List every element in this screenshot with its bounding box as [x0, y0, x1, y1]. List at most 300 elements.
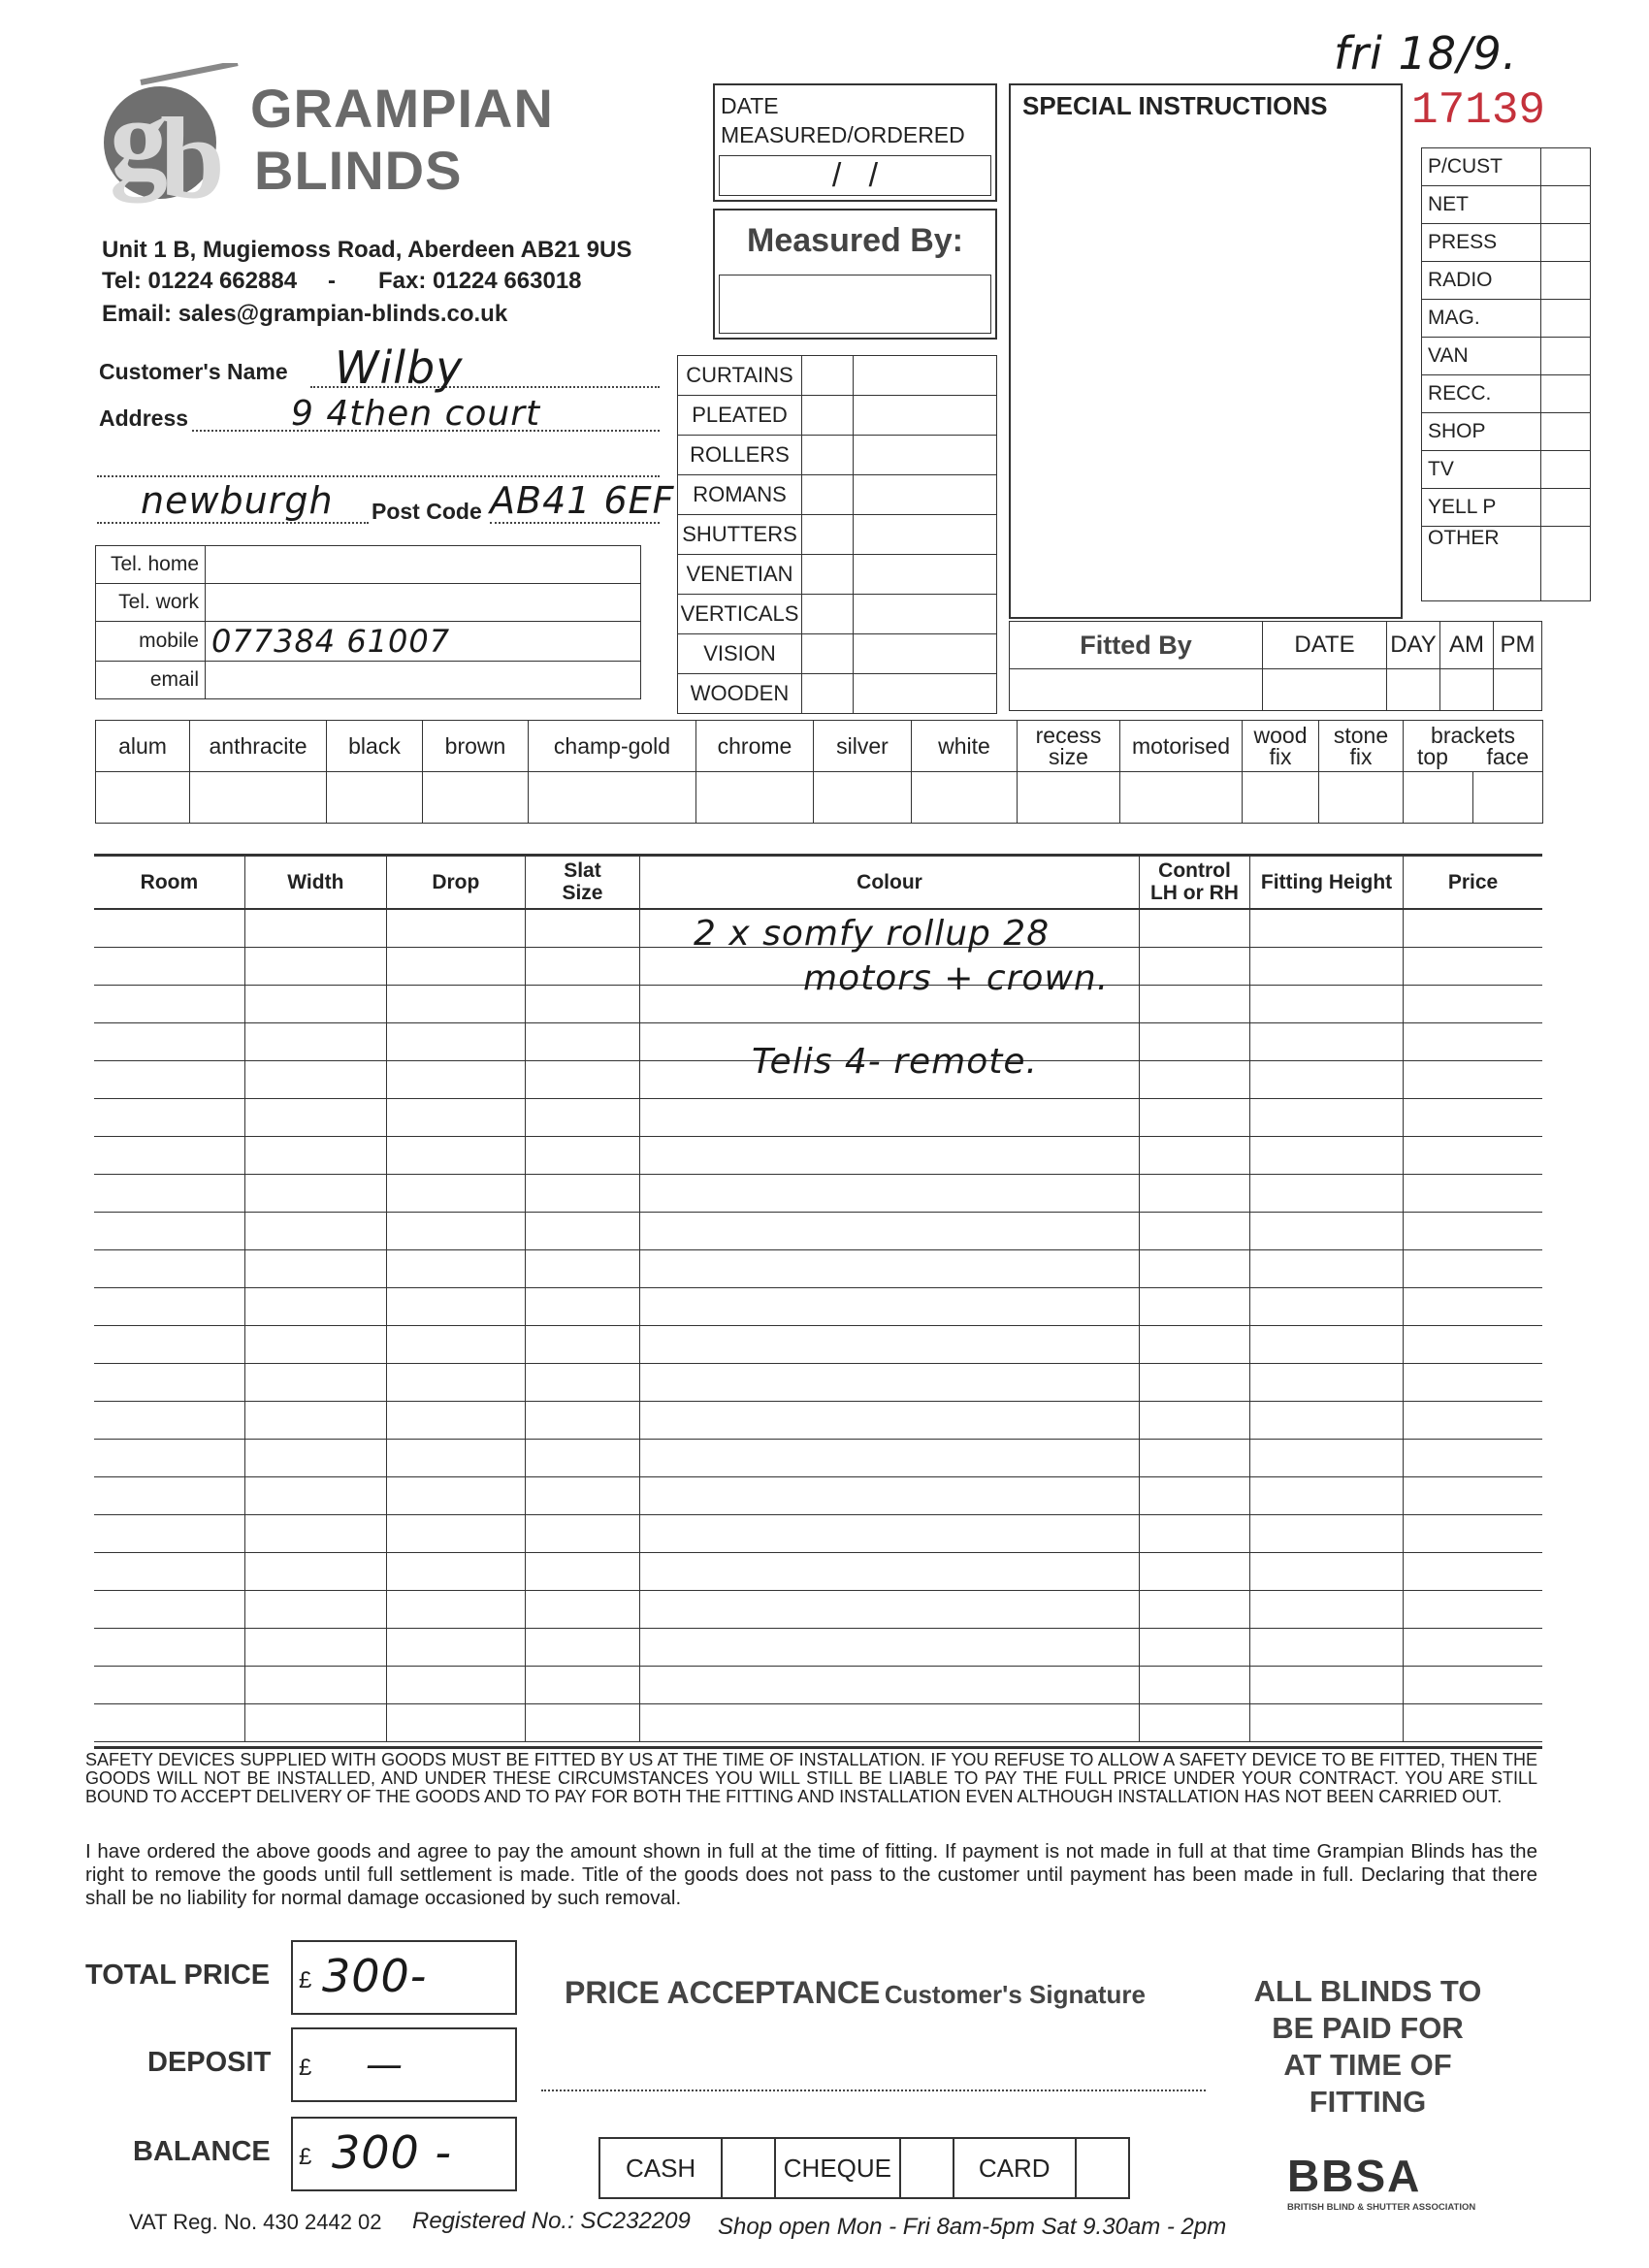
order-cell[interactable]	[525, 1477, 639, 1515]
product-row	[678, 396, 997, 436]
deposit-label: DEPOSIT	[147, 2047, 272, 2078]
order-cell[interactable]	[386, 1250, 525, 1288]
special-instructions-box[interactable]	[1009, 83, 1403, 619]
product-notes-field[interactable]	[854, 436, 997, 475]
order-cell[interactable]	[1404, 1553, 1543, 1591]
order-cell[interactable]	[1404, 1629, 1543, 1667]
source-checkbox[interactable]	[1541, 489, 1591, 527]
order-cell[interactable]	[1139, 909, 1249, 948]
colour-option-checkbox[interactable]	[1319, 772, 1404, 824]
fitted-day-field[interactable]	[1387, 669, 1440, 711]
order-cell[interactable]	[244, 1326, 386, 1364]
product-checkbox[interactable]	[802, 436, 854, 475]
order-cell[interactable]	[94, 1704, 244, 1742]
product-checkbox[interactable]	[802, 634, 854, 674]
order-cell[interactable]	[244, 1061, 386, 1099]
order-cell[interactable]	[1250, 1515, 1404, 1553]
colour-option-checkbox[interactable]	[327, 772, 423, 824]
order-cell[interactable]	[386, 1515, 525, 1553]
order-cell[interactable]	[244, 1250, 386, 1288]
payment-method-label: CASH	[599, 2138, 722, 2198]
order-cell[interactable]	[1404, 1288, 1543, 1326]
address-line-3	[97, 522, 369, 524]
address-label: Address	[99, 405, 189, 431]
order-cell[interactable]	[386, 948, 525, 986]
colour-option-text: silver	[836, 733, 889, 759]
order-cell[interactable]	[244, 1099, 386, 1137]
order-cell[interactable]	[640, 1553, 1140, 1591]
postcode-line	[490, 522, 660, 524]
total-price-field[interactable]	[291, 1940, 517, 2015]
order-cell[interactable]	[386, 986, 525, 1023]
colour-option-text: brown	[444, 733, 506, 759]
order-cell[interactable]	[1139, 1061, 1249, 1099]
payment-method-checkbox[interactable]	[900, 2138, 954, 2198]
order-cell[interactable]	[1139, 1326, 1249, 1364]
postcode-value[interactable]: AB41 6EF	[490, 479, 675, 522]
order-cell[interactable]	[1404, 1591, 1543, 1629]
order-cell[interactable]	[1139, 1477, 1249, 1515]
fitted-pm-field[interactable]	[1494, 669, 1542, 711]
table-row	[94, 1667, 1542, 1704]
order-cell[interactable]	[1404, 948, 1543, 986]
order-cell[interactable]	[244, 1175, 386, 1213]
order-cell[interactable]	[244, 1515, 386, 1553]
order-cell[interactable]	[525, 1704, 639, 1742]
colour-option-checkbox[interactable]	[529, 772, 696, 824]
order-cell[interactable]	[525, 1440, 639, 1477]
order-cell[interactable]	[1139, 1288, 1249, 1326]
signature-line[interactable]	[541, 2090, 1206, 2091]
colour-option-checkbox[interactable]	[696, 772, 814, 824]
order-cell[interactable]	[525, 1591, 639, 1629]
order-cell[interactable]	[1250, 948, 1404, 986]
order-cell[interactable]	[94, 1250, 244, 1288]
order-cell[interactable]	[640, 1629, 1140, 1667]
table-row	[94, 1477, 1542, 1515]
order-cell[interactable]	[1404, 1364, 1543, 1402]
order-cell[interactable]	[94, 1364, 244, 1402]
source-checkbox[interactable]	[1541, 262, 1591, 300]
payment-method-checkbox[interactable]	[1076, 2138, 1129, 2198]
source-checkbox[interactable]	[1541, 300, 1591, 338]
order-cell[interactable]	[525, 1250, 639, 1288]
order-cell[interactable]	[386, 1402, 525, 1440]
order-cell[interactable]	[386, 1288, 525, 1326]
source-other-field[interactable]	[1541, 527, 1591, 601]
order-cell[interactable]	[525, 1213, 639, 1250]
fitted-pm-label: PM	[1494, 622, 1542, 669]
customer-name-label: Customer's Name	[99, 359, 288, 384]
order-cell[interactable]	[1139, 1667, 1249, 1704]
order-cell[interactable]	[1139, 1515, 1249, 1553]
footer-registered: Registered No.: SC232209	[412, 2208, 691, 2234]
order-cell[interactable]	[640, 1667, 1140, 1704]
order-cell[interactable]	[1139, 948, 1249, 986]
total-price-value: 300-	[322, 1950, 428, 2002]
colour-option-checkbox[interactable]	[1018, 772, 1120, 824]
product-notes-field[interactable]	[854, 356, 997, 396]
product-checkbox[interactable]	[802, 475, 854, 515]
order-cell[interactable]	[640, 1137, 1140, 1175]
total-currency: £	[299, 1967, 312, 1993]
order-cell[interactable]	[244, 1667, 386, 1704]
order-cell[interactable]	[1404, 1250, 1543, 1288]
measured-by-field[interactable]	[719, 275, 991, 334]
fitted-by-field[interactable]	[1010, 669, 1263, 711]
order-cell[interactable]	[640, 1213, 1140, 1250]
order-cell[interactable]	[1404, 986, 1543, 1023]
order-cell[interactable]	[1139, 1250, 1249, 1288]
order-cell[interactable]	[244, 1288, 386, 1326]
order-cell[interactable]	[94, 1591, 244, 1629]
order-cell[interactable]	[94, 1213, 244, 1250]
source-checkbox[interactable]	[1541, 375, 1591, 413]
order-cell[interactable]	[525, 1667, 639, 1704]
product-checkbox[interactable]	[802, 555, 854, 595]
source-checkbox[interactable]	[1541, 224, 1591, 262]
order-cell[interactable]	[1139, 1591, 1249, 1629]
order-cell[interactable]	[244, 1629, 386, 1667]
order-cell[interactable]	[94, 1061, 244, 1099]
order-cell[interactable]	[525, 1364, 639, 1402]
order-cell[interactable]	[94, 1326, 244, 1364]
company-email: Email: sales@grampian-blinds.co.uk	[102, 301, 508, 327]
order-cell[interactable]	[1139, 986, 1249, 1023]
product-row	[678, 356, 997, 396]
order-cell[interactable]	[1250, 1099, 1404, 1137]
order-cell[interactable]	[94, 1515, 244, 1553]
notice-line-2: BE PAID FOR	[1272, 2011, 1464, 2045]
product-row	[678, 634, 997, 674]
order-cell[interactable]	[1404, 1704, 1543, 1742]
order-cell[interactable]	[1404, 1440, 1543, 1477]
colour-option-text: champ-gold	[553, 733, 671, 759]
order-cell[interactable]	[640, 1175, 1140, 1213]
order-cell[interactable]	[640, 1099, 1140, 1137]
colour-option-label	[1319, 721, 1404, 772]
order-cell[interactable]	[525, 1023, 639, 1061]
payment-method-checkbox[interactable]	[722, 2138, 775, 2198]
address-value-3[interactable]: newburgh	[141, 479, 334, 522]
order-cell[interactable]	[525, 948, 639, 986]
order-cell[interactable]	[1250, 986, 1404, 1023]
order-column-header	[94, 856, 244, 909]
order-header-text: Drop	[432, 870, 480, 893]
product-label: PLEATED	[678, 396, 802, 436]
order-cell[interactable]	[386, 1440, 525, 1477]
product-row	[678, 595, 997, 634]
order-cell[interactable]	[1139, 1553, 1249, 1591]
notice-line-3: AT TIME OF	[1283, 2048, 1452, 2082]
order-cell[interactable]	[525, 1175, 639, 1213]
order-cell[interactable]	[1404, 1175, 1543, 1213]
deposit-field[interactable]	[291, 2027, 517, 2102]
order-cell[interactable]	[244, 1704, 386, 1742]
source-checkbox[interactable]	[1541, 451, 1591, 489]
source-checkbox[interactable]	[1541, 413, 1591, 451]
product-notes-field[interactable]	[854, 634, 997, 674]
fitted-am-label: AM	[1440, 622, 1494, 669]
order-cell[interactable]	[94, 1477, 244, 1515]
order-cell[interactable]	[640, 1515, 1140, 1553]
order-cell[interactable]	[386, 1023, 525, 1061]
order-cell[interactable]	[244, 1402, 386, 1440]
order-cell[interactable]	[525, 1515, 639, 1553]
order-cell[interactable]	[640, 1440, 1140, 1477]
safety-terms: SAFETY DEVICES SUPPLIED WITH GOODS MUST BE FITTED BY US AT THE TIME OF INSTALLATION. IF YOU REFUSE TO ALLOW A SAFETY DEVICE TO BE FITTED, THEN THE GOODS WILL NOT BE INSTALLED, AND UNDER THESE CIRCUMSTANCES YOU WILL STILL BE LIABLE TO PAY THE FULL PRICE UNDER YOUR CONTRACT. YOU ARE STILL BOUND TO ACCEPT DELIVERY OF THE GOODS AND TO PAY FOR BOTH THE FITTING AND INSTALLATION EVEN ALTHOUGH INSTALLATION HAS NOT BEEN CARRIED OUT.	[85, 1750, 1537, 1806]
product-notes-field[interactable]	[854, 475, 997, 515]
order-header-text: Width	[287, 870, 344, 893]
order-cell[interactable]	[640, 1704, 1140, 1742]
date-measured-field[interactable]: / /	[719, 155, 991, 196]
order-header-text-2: LH or RH	[1149, 882, 1239, 904]
order-cell[interactable]	[640, 1477, 1140, 1515]
fitted-date-field[interactable]	[1263, 669, 1387, 711]
order-cell[interactable]	[525, 1061, 639, 1099]
order-cell[interactable]	[244, 948, 386, 986]
source-row	[1422, 451, 1591, 489]
order-cell[interactable]	[1250, 1061, 1404, 1099]
order-cell[interactable]	[1250, 1591, 1404, 1629]
order-cell[interactable]	[640, 1364, 1140, 1402]
product-notes-field[interactable]	[854, 595, 997, 634]
order-cell[interactable]	[525, 1099, 639, 1137]
order-cell[interactable]	[1404, 1326, 1543, 1364]
source-row	[1422, 186, 1591, 224]
colour-option-checkbox[interactable]	[96, 772, 190, 824]
contact-row	[96, 584, 641, 622]
deposit-currency: £	[299, 2055, 312, 2081]
product-label: VENETIAN	[678, 555, 802, 595]
order-cell[interactable]	[1250, 1250, 1404, 1288]
balance-value: 300 -	[332, 2126, 453, 2179]
order-cell[interactable]	[94, 1402, 244, 1440]
order-cell[interactable]	[244, 909, 386, 948]
order-cell[interactable]	[244, 1137, 386, 1175]
colour-option-label	[814, 721, 912, 772]
order-cell[interactable]	[525, 1288, 639, 1326]
order-cell[interactable]	[1404, 1515, 1543, 1553]
order-cell[interactable]	[94, 1667, 244, 1704]
product-notes-field[interactable]	[854, 515, 997, 555]
order-cell[interactable]	[94, 948, 244, 986]
order-cell[interactable]	[244, 1213, 386, 1250]
source-checkbox[interactable]	[1541, 338, 1591, 375]
order-cell[interactable]	[525, 1553, 639, 1591]
order-cell[interactable]	[386, 1364, 525, 1402]
order-cell[interactable]	[1404, 1023, 1543, 1061]
order-cell[interactable]	[1404, 1061, 1543, 1099]
bracket-top-checkbox[interactable]	[1404, 772, 1473, 824]
order-cell[interactable]	[94, 1440, 244, 1477]
colour-option-text: wood	[1253, 723, 1308, 748]
order-cell[interactable]	[1250, 1364, 1404, 1402]
order-cell[interactable]	[244, 1023, 386, 1061]
order-cell[interactable]	[386, 1477, 525, 1515]
order-cell[interactable]	[1139, 1137, 1249, 1175]
order-cell[interactable]	[1404, 1099, 1543, 1137]
order-cell[interactable]	[386, 1704, 525, 1742]
order-cell[interactable]	[1139, 1175, 1249, 1213]
order-cell[interactable]	[1250, 1213, 1404, 1250]
order-cell[interactable]	[386, 909, 525, 948]
colour-option-text: black	[348, 733, 401, 759]
fitted-day-label: DAY	[1387, 622, 1440, 669]
order-cell[interactable]	[244, 1364, 386, 1402]
order-cell[interactable]	[1404, 1213, 1543, 1250]
colour-option-label	[1120, 721, 1243, 772]
source-checkbox[interactable]	[1541, 186, 1591, 224]
order-cell[interactable]	[1139, 1629, 1249, 1667]
address-value-1[interactable]: 9 4then court	[291, 394, 541, 434]
colour-option-checkbox[interactable]	[912, 772, 1018, 824]
order-cell[interactable]	[1250, 1553, 1404, 1591]
order-cell[interactable]	[1404, 1137, 1543, 1175]
colour-option-checkbox[interactable]	[1120, 772, 1243, 824]
product-notes-field[interactable]	[854, 555, 997, 595]
source-table	[1421, 147, 1591, 601]
colour-option-text-2: fix	[1349, 744, 1373, 769]
colour-option-checkbox[interactable]	[190, 772, 327, 824]
order-cell[interactable]	[1139, 1704, 1249, 1742]
order-header-text: Fitting Height	[1260, 870, 1393, 893]
order-cell[interactable]	[525, 1326, 639, 1364]
order-cell[interactable]	[1139, 1099, 1249, 1137]
order-cell[interactable]	[1250, 1023, 1404, 1061]
order-cell[interactable]	[1250, 1288, 1404, 1326]
order-cell[interactable]	[640, 1250, 1140, 1288]
order-cell[interactable]	[386, 1175, 525, 1213]
date-label-1: DATE	[721, 93, 779, 118]
order-cell[interactable]	[1250, 1704, 1404, 1742]
order-cell[interactable]	[94, 1288, 244, 1326]
colour-option-checkbox[interactable]	[814, 772, 912, 824]
order-cell[interactable]	[386, 1061, 525, 1099]
order-cell[interactable]	[94, 986, 244, 1023]
order-cell[interactable]	[94, 909, 244, 948]
contact-value[interactable]	[206, 584, 641, 622]
order-cell[interactable]	[94, 1553, 244, 1591]
product-checkbox[interactable]	[802, 356, 854, 396]
order-cell[interactable]	[525, 986, 639, 1023]
fitted-by-table	[1009, 621, 1542, 711]
order-cell[interactable]	[525, 909, 639, 948]
product-checkbox[interactable]	[802, 515, 854, 555]
order-cell[interactable]	[1250, 1326, 1404, 1364]
order-cell[interactable]	[386, 1629, 525, 1667]
order-cell[interactable]	[1250, 1440, 1404, 1477]
customer-name-value[interactable]: Wilby	[335, 341, 464, 394]
contact-value[interactable]	[206, 662, 641, 699]
order-cell[interactable]	[1404, 1477, 1543, 1515]
order-cell[interactable]	[640, 1591, 1140, 1629]
bracket-face-checkbox[interactable]	[1473, 772, 1543, 824]
order-cell[interactable]	[640, 1402, 1140, 1440]
product-notes-field[interactable]	[854, 674, 997, 714]
order-cell[interactable]	[94, 1023, 244, 1061]
contact-value[interactable]	[206, 546, 641, 584]
agreement-terms: I have ordered the above goods and agree to pay the amount shown in full at the time of fitting. If payment is not made in full at that time Grampian Blinds has the right to remove the goods until full settlement is made. Title of the goods does not pass to the customer until payment has been made in full. Declaring that there shall be no liability for normal damage occasioned by such removal.	[85, 1840, 1537, 1909]
contact-label: email	[96, 662, 206, 699]
order-cell[interactable]	[386, 1099, 525, 1137]
contact-table	[95, 545, 641, 699]
order-cell[interactable]	[386, 1553, 525, 1591]
order-cell[interactable]	[1250, 1667, 1404, 1704]
order-cell[interactable]	[244, 1553, 386, 1591]
table-row	[94, 1213, 1542, 1250]
order-cell[interactable]	[1404, 1667, 1543, 1704]
bbsa-logo-icon	[1287, 2151, 1515, 2213]
order-cell[interactable]	[244, 986, 386, 1023]
order-cell[interactable]	[1250, 1477, 1404, 1515]
order-cell[interactable]	[94, 1099, 244, 1137]
order-cell[interactable]	[1250, 1402, 1404, 1440]
product-checkbox[interactable]	[802, 595, 854, 634]
logo-letters: b	[160, 93, 225, 209]
order-cell[interactable]	[244, 1477, 386, 1515]
product-label: VISION	[678, 634, 802, 674]
order-cell[interactable]	[640, 1288, 1140, 1326]
order-cell[interactable]	[386, 1326, 525, 1364]
order-header-text: Price	[1447, 870, 1499, 893]
measured-by-label: Measured By:	[747, 222, 963, 259]
order-note-2: motors + crown.	[803, 958, 1110, 998]
order-cell[interactable]	[386, 1667, 525, 1704]
order-cell[interactable]	[525, 1137, 639, 1175]
order-cell[interactable]	[386, 1591, 525, 1629]
order-cell[interactable]	[1139, 1364, 1249, 1402]
order-cell[interactable]	[1250, 1137, 1404, 1175]
product-checkbox[interactable]	[802, 674, 854, 714]
order-cell[interactable]	[94, 1175, 244, 1213]
balance-label: BALANCE	[133, 2136, 271, 2167]
order-cell[interactable]	[94, 1137, 244, 1175]
order-cell[interactable]	[1139, 1023, 1249, 1061]
order-cell[interactable]	[1250, 1175, 1404, 1213]
fax-separator: -	[328, 268, 336, 294]
order-cell[interactable]	[525, 1402, 639, 1440]
order-cell[interactable]	[525, 1629, 639, 1667]
order-cell[interactable]	[640, 1326, 1140, 1364]
order-cell[interactable]	[1404, 1402, 1543, 1440]
colour-option-checkbox[interactable]	[1243, 772, 1319, 824]
colour-option-checkbox[interactable]	[423, 772, 529, 824]
balance-field[interactable]	[291, 2117, 517, 2191]
order-cell[interactable]	[386, 1137, 525, 1175]
table-row	[94, 1629, 1542, 1667]
order-cell[interactable]	[244, 1440, 386, 1477]
order-cell[interactable]	[386, 1213, 525, 1250]
order-cell[interactable]	[1139, 1440, 1249, 1477]
product-checkbox[interactable]	[802, 396, 854, 436]
order-cell[interactable]	[1404, 909, 1543, 948]
price-acceptance-label: PRICE ACCEPTANCE	[565, 1975, 881, 2010]
order-cell[interactable]	[1139, 1213, 1249, 1250]
order-cell[interactable]	[244, 1591, 386, 1629]
order-cell[interactable]	[94, 1629, 244, 1667]
source-label: YELL P	[1422, 489, 1541, 527]
fitted-am-field[interactable]	[1440, 669, 1494, 711]
contact-value[interactable]: 077384 61007	[206, 622, 641, 662]
source-checkbox[interactable]	[1541, 148, 1591, 186]
product-notes-field[interactable]	[854, 396, 997, 436]
colour-option-label	[96, 721, 190, 772]
order-cell[interactable]	[1139, 1402, 1249, 1440]
order-cell[interactable]	[1250, 909, 1404, 948]
contact-row	[96, 662, 641, 699]
order-cell[interactable]	[1250, 1629, 1404, 1667]
